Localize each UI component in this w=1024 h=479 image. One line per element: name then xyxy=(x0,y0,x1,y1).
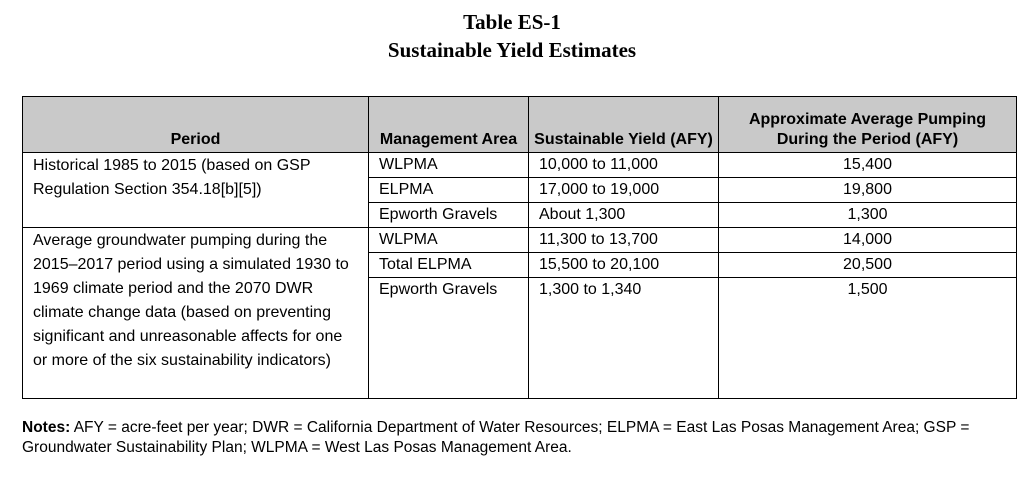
pumping-cell: 19,800 xyxy=(719,178,1017,203)
area-cell: ELPMA xyxy=(369,178,529,203)
yield-cell: 17,000 to 19,000 xyxy=(529,178,719,203)
table-row xyxy=(23,153,1017,178)
period-cell: Historical 1985 to 2015 (based on GSP Regulation Section 354.18[b][5]) xyxy=(23,153,369,228)
pumping-cell: 20,500 xyxy=(719,253,1017,278)
area-cell: Epworth Gravels xyxy=(369,278,529,399)
pumping-cell: 15,400 xyxy=(719,153,1017,178)
sustainable-yield-table xyxy=(22,96,1017,399)
yield-cell: About 1,300 xyxy=(529,203,719,228)
yield-cell: 1,300 to 1,340 xyxy=(529,278,719,399)
yield-cell: 15,500 to 20,100 xyxy=(529,253,719,278)
pumping-cell: 1,300 xyxy=(719,203,1017,228)
table-notes xyxy=(22,418,1012,458)
yield-cell: 10,000 to 11,000 xyxy=(529,153,719,178)
pumping-cell: 1,500 xyxy=(719,278,1017,399)
table-row xyxy=(23,228,1017,253)
header-period: Period xyxy=(23,97,369,153)
notes-label: Notes: xyxy=(22,419,71,436)
header-row xyxy=(23,97,1017,153)
period-cell: Average groundwater pumping during the 2015–2017 period using a simulated 1930 to 1969 climate period and the 2070 DWR climate change data (based on preventing significant and unreasonable affects for one or more of the six sustainability indicators) xyxy=(23,228,369,399)
area-cell: Total ELPMA xyxy=(369,253,529,278)
header-management-area: Management Area xyxy=(369,97,529,153)
area-cell: Epworth Gravels xyxy=(369,203,529,228)
yield-cell: 11,300 to 13,700 xyxy=(529,228,719,253)
notes-text: AFY = acre-feet per year; DWR = California Department of Water Resources; ELPMA = East Las Posas Management Area; GSP = Groundwater Sustainability Plan; WLPMA = West Las Posas Management Area. xyxy=(22,419,970,456)
pumping-cell: 14,000 xyxy=(719,228,1017,253)
table-number: Table ES-1 xyxy=(463,10,561,34)
area-cell: WLPMA xyxy=(369,228,529,253)
area-cell: WLPMA xyxy=(369,153,529,178)
header-sustainable-yield: Sustainable Yield (AFY) xyxy=(529,97,719,153)
table-caption: Sustainable Yield Estimates xyxy=(387,38,637,62)
header-average-pumping: Approximate Average Pumping During the Period (AFY) xyxy=(719,97,1017,153)
table-title xyxy=(0,8,1024,64)
